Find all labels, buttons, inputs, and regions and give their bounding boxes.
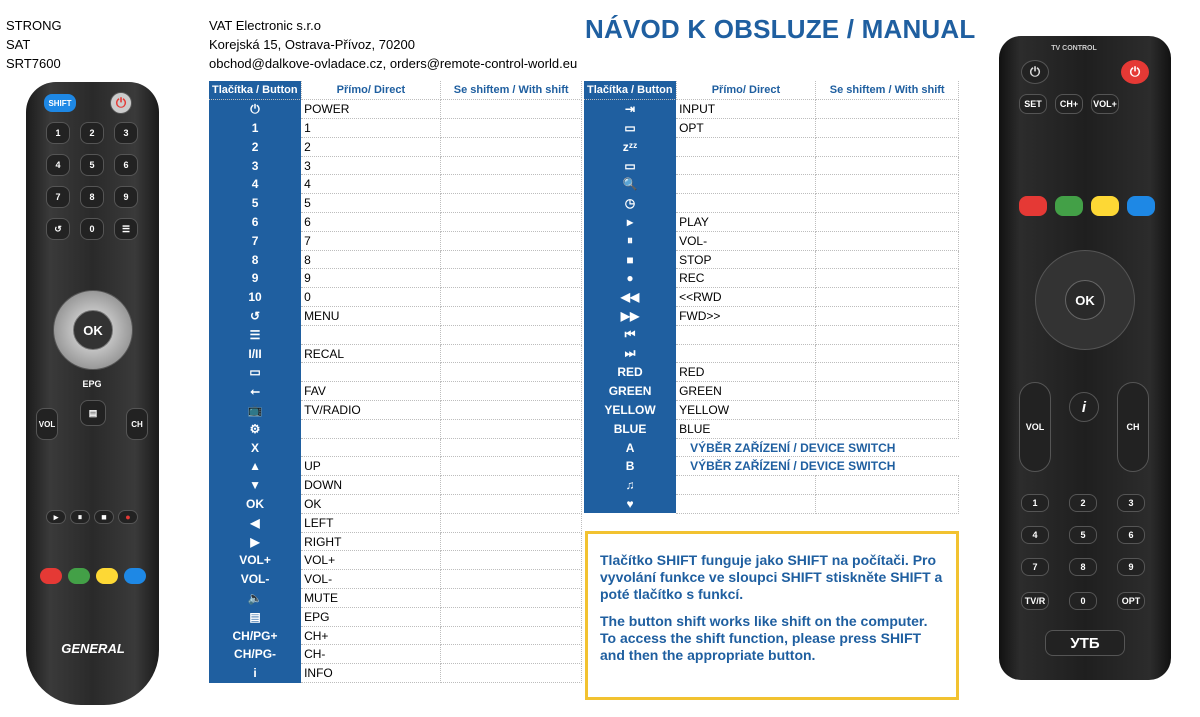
direct-cell: 4 (301, 175, 441, 194)
brand-logo: УТБ (1045, 630, 1125, 656)
direct-cell: CH+ (301, 626, 441, 645)
table-header-row (209, 81, 582, 100)
shift-cell (441, 645, 582, 664)
shift-cell (441, 288, 582, 307)
direct-cell: OK (301, 495, 441, 514)
shift-cell (816, 156, 959, 175)
shift-cell (441, 532, 582, 551)
direct-cell: STOP (676, 250, 816, 269)
shift-cell (816, 137, 959, 156)
tv-power-icon: ⏻ (1021, 60, 1049, 84)
table-row (209, 325, 582, 344)
shift-cell (441, 325, 582, 344)
table-row (584, 325, 959, 344)
table-row (209, 607, 582, 626)
ch-rocker: CH (126, 408, 148, 440)
company-name: VAT Electronic s.r.o (209, 18, 321, 33)
direct-cell: 1 (301, 119, 441, 138)
button-cell: CH/PG- (209, 645, 301, 664)
table-row (584, 137, 959, 156)
button-cell: 2 (209, 137, 301, 156)
direct-cell: INFO (301, 664, 441, 683)
direct-cell (676, 194, 816, 213)
button-cell: 3 (209, 156, 301, 175)
table-row (209, 495, 582, 514)
shift-note (585, 531, 959, 700)
shift-cell (441, 589, 582, 608)
table-row (584, 269, 959, 288)
direct-cell (676, 325, 816, 344)
shift-cell (441, 495, 582, 514)
table-row (209, 532, 582, 551)
col-direct: Přímo/ Direct (676, 81, 816, 100)
table-row (209, 119, 582, 138)
opt-button: OPT (1117, 592, 1145, 610)
table-row (209, 363, 582, 382)
button-cell: GREEN (584, 382, 676, 401)
table-row (209, 457, 582, 476)
brand-line: SAT (6, 37, 31, 52)
direct-cell: POWER (301, 100, 441, 119)
key-8: 8 (1069, 558, 1097, 576)
stop-icon: ■ (94, 510, 114, 524)
direct-cell: GREEN (676, 382, 816, 401)
key-3: 3 (114, 122, 138, 144)
tvr-button: TV/R (1021, 592, 1049, 610)
button-cell: BLUE (584, 419, 676, 438)
table-row (209, 231, 582, 250)
shift-cell (441, 551, 582, 570)
table-row (209, 137, 582, 156)
nav-ring (53, 290, 133, 370)
button-cell: ⏭ (584, 344, 676, 363)
brand-info (6, 16, 62, 73)
button-cell: ▲ (209, 457, 301, 476)
button-cell: ⏻ (209, 100, 301, 119)
table-row (209, 269, 582, 288)
shift-cell (441, 607, 582, 626)
shift-cell (441, 307, 582, 326)
table-row (584, 457, 959, 476)
key-4: 4 (46, 154, 70, 176)
table-row (584, 344, 959, 363)
table-row (584, 363, 959, 382)
table-row (209, 194, 582, 213)
direct-cell: 5 (301, 194, 441, 213)
table-row (209, 645, 582, 664)
direct-cell: LEFT (301, 513, 441, 532)
button-cell: ⇥ (584, 100, 676, 119)
shift-cell (441, 213, 582, 232)
key-1: 1 (46, 122, 70, 144)
button-cell: ◀◀ (584, 288, 676, 307)
ok-button: OK (73, 310, 113, 350)
direct-cell: VOL+ (301, 551, 441, 570)
shift-cell (816, 175, 959, 194)
vol-rocker: VOL (1019, 382, 1051, 472)
table-row (209, 175, 582, 194)
company-address: Korejská 15, Ostrava-Přívoz, 70200 (209, 37, 415, 52)
shift-cell (441, 250, 582, 269)
button-cell: 8 (209, 250, 301, 269)
direct-cell (676, 495, 816, 514)
play-icon: ▸ (46, 510, 66, 524)
info-icon: i (1069, 392, 1099, 422)
table-header-row (584, 81, 959, 100)
button-cell: i (209, 664, 301, 683)
table-row (584, 100, 959, 119)
key-2: 2 (1069, 494, 1097, 512)
table-row (209, 344, 582, 363)
shift-cell (441, 382, 582, 401)
direct-cell: REC (676, 269, 816, 288)
epg-icon: ▤ (80, 400, 106, 426)
shift-cell (441, 626, 582, 645)
table-row (209, 156, 582, 175)
button-cell: ⏸ (584, 231, 676, 250)
red-button (40, 568, 62, 584)
direct-cell: 0 (301, 288, 441, 307)
direct-cell: MENU (301, 307, 441, 326)
direct-cell: RED (676, 363, 816, 382)
button-cell: A (584, 438, 676, 457)
key-8: 8 (80, 186, 104, 208)
col-button: Tlačítka / Button (584, 81, 676, 100)
shift-cell (816, 288, 959, 307)
table-row (584, 419, 959, 438)
button-cell: X (209, 438, 301, 457)
direct-cell (301, 325, 441, 344)
yellow-button (96, 568, 118, 584)
direct-cell: 3 (301, 156, 441, 175)
table-row (209, 589, 582, 608)
direct-cell: 7 (301, 231, 441, 250)
button-cell: 9 (209, 269, 301, 288)
shift-cell (816, 495, 959, 514)
remote-left-image (26, 82, 159, 705)
shift-cell (441, 363, 582, 382)
button-cell: ⏮ (584, 325, 676, 344)
direct-cell (676, 476, 816, 495)
table-row (584, 438, 959, 457)
key-4: 4 (1021, 526, 1049, 544)
table-row (584, 175, 959, 194)
button-cell: ▸ (584, 213, 676, 232)
direct-cell (676, 344, 816, 363)
red-button (1019, 196, 1047, 216)
button-cell: ▭ (209, 363, 301, 382)
direct-cell: VOL- (676, 231, 816, 250)
pause-icon: ⏸ (70, 510, 90, 524)
shift-cell (816, 401, 959, 420)
blue-button (1127, 196, 1155, 216)
key-0: 0 (1069, 592, 1097, 610)
shift-cell (816, 100, 959, 119)
button-cell: 7 (209, 231, 301, 250)
button-cell: 📺 (209, 401, 301, 420)
shift-cell (441, 194, 582, 213)
direct-cell: 2 (301, 137, 441, 156)
col-direct: Přímo/ Direct (301, 81, 441, 100)
power-icon: ⏻ (110, 92, 132, 114)
button-cell: ■ (584, 250, 676, 269)
table-row (209, 250, 582, 269)
shift-cell (441, 100, 582, 119)
shift-cell (441, 231, 582, 250)
shift-cell (441, 570, 582, 589)
button-cell: ◀ (209, 513, 301, 532)
button-cell: ◷ (584, 194, 676, 213)
ch-rocker: CH (1117, 382, 1149, 472)
brand-line: STRONG (6, 18, 62, 33)
button-cell: OK (209, 495, 301, 514)
button-cell: ▤ (209, 607, 301, 626)
shift-cell (441, 344, 582, 363)
shift-button: SHIFT (44, 94, 76, 112)
menu-icon: ☰ (114, 218, 138, 240)
button-cell: VOL+ (209, 551, 301, 570)
table-row (584, 307, 959, 326)
button-cell: 🔍 (584, 175, 676, 194)
button-cell: 1 (209, 119, 301, 138)
shift-cell (441, 175, 582, 194)
note-cz: Tlačítko SHIFT funguje jako SHIFT na počítači. Pro vyvolání funkce ve sloupci SHIFT stiskněte SHIFT a poté tlačítko s funkcí. (600, 552, 943, 602)
key-9: 9 (114, 186, 138, 208)
brand-line: SRT7600 (6, 56, 61, 71)
table-row (209, 401, 582, 420)
note-en: The button shift works like shift on the computer. To access the shift function, please press SHIFT and then the appropriate button. (600, 613, 928, 663)
shift-cell (441, 419, 582, 438)
shift-cell (441, 438, 582, 457)
button-cell: ▶ (209, 532, 301, 551)
shift-cell (441, 401, 582, 420)
direct-cell: 6 (301, 213, 441, 232)
direct-cell: RECAL (301, 344, 441, 363)
key-3: 3 (1117, 494, 1145, 512)
remote-right-image (999, 36, 1171, 680)
blue-button (124, 568, 146, 584)
direct-cell: BLUE (676, 419, 816, 438)
button-cell: 🔈 (209, 589, 301, 608)
vol-rocker: VOL (36, 408, 58, 440)
key-5: 5 (1069, 526, 1097, 544)
shift-cell (816, 382, 959, 401)
shift-cell (816, 307, 959, 326)
tv-control-label: TV CONTROL (1051, 44, 1097, 52)
table-row (584, 231, 959, 250)
device-switch-cell: VÝBĚR ZAŘÍZENÍ / DEVICE SWITCH (676, 457, 958, 476)
direct-cell (301, 363, 441, 382)
direct-cell: VOL- (301, 570, 441, 589)
shift-cell (441, 457, 582, 476)
col-button: Tlačítka / Button (209, 81, 301, 100)
key-2: 2 (80, 122, 104, 144)
shift-cell (441, 513, 582, 532)
button-cell: ▭ (584, 119, 676, 138)
button-cell: YELLOW (584, 401, 676, 420)
button-cell: 10 (209, 288, 301, 307)
company-email: obchod@dalkove-ovladace.cz, orders@remote-control-world.eu (209, 56, 578, 71)
table-row (584, 476, 959, 495)
button-cell: B (584, 457, 676, 476)
key-7: 7 (1021, 558, 1049, 576)
direct-cell: FAV (301, 382, 441, 401)
shift-cell (441, 476, 582, 495)
key-6: 6 (1117, 526, 1145, 544)
button-cell: ● (584, 269, 676, 288)
shift-cell (441, 156, 582, 175)
shift-cell (441, 119, 582, 138)
rec-icon: ● (118, 510, 138, 524)
device-switch-cell: VÝBĚR ZAŘÍZENÍ / DEVICE SWITCH (676, 438, 958, 457)
shift-cell (816, 476, 959, 495)
button-table-right (584, 81, 959, 514)
table-row (584, 382, 959, 401)
shift-cell (816, 213, 959, 232)
col-shift: Se shiftem / With shift (441, 81, 582, 100)
button-cell: zᶻᶻ (584, 137, 676, 156)
table-row (209, 570, 582, 589)
direct-cell (676, 137, 816, 156)
company-info (209, 16, 577, 73)
table-row (209, 476, 582, 495)
direct-cell: INPUT (676, 100, 816, 119)
table-row (209, 551, 582, 570)
button-cell: RED (584, 363, 676, 382)
table-row (209, 288, 582, 307)
button-cell: ▼ (209, 476, 301, 495)
ok-button: OK (1065, 280, 1105, 320)
green-button (68, 568, 90, 584)
key-5: 5 (80, 154, 104, 176)
direct-cell: TV/RADIO (301, 401, 441, 420)
shift-cell (816, 325, 959, 344)
nav-ring (1035, 250, 1135, 350)
key-0: 0 (80, 218, 104, 240)
button-cell: 6 (209, 213, 301, 232)
brand-logo: GENERAL (61, 640, 125, 656)
direct-cell (676, 156, 816, 175)
page-title: NÁVOD K OBSLUZE / MANUAL (585, 14, 976, 44)
button-cell: ▶▶ (584, 307, 676, 326)
direct-cell: OPT (676, 119, 816, 138)
col-shift: Se shiftem / With shift (816, 81, 959, 100)
shift-cell (816, 231, 959, 250)
green-button (1055, 196, 1083, 216)
key-6: 6 (114, 154, 138, 176)
direct-cell: FWD>> (676, 307, 816, 326)
table-row (584, 156, 959, 175)
shift-cell (816, 269, 959, 288)
table-row (209, 382, 582, 401)
shift-cell (816, 419, 959, 438)
table-row (584, 194, 959, 213)
button-cell: I/II (209, 344, 301, 363)
power-icon: ⏻ (1121, 60, 1149, 84)
button-cell: CH/PG+ (209, 626, 301, 645)
direct-cell: 8 (301, 250, 441, 269)
button-cell: ☰ (209, 325, 301, 344)
button-cell: ♫ (584, 476, 676, 495)
back-icon: ↺ (46, 218, 70, 240)
table-row (584, 250, 959, 269)
table-row (209, 664, 582, 683)
shift-cell (816, 119, 959, 138)
key-1: 1 (1021, 494, 1049, 512)
table-row (584, 119, 959, 138)
direct-cell: RIGHT (301, 532, 441, 551)
shift-cell (441, 137, 582, 156)
shift-cell (816, 363, 959, 382)
direct-cell: YELLOW (676, 401, 816, 420)
key-9: 9 (1117, 558, 1145, 576)
direct-cell (676, 175, 816, 194)
key-7: 7 (46, 186, 70, 208)
button-cell: ↺ (209, 307, 301, 326)
ch-plus-button: CH+ (1055, 94, 1083, 114)
direct-cell: UP (301, 457, 441, 476)
button-table-left (209, 81, 582, 683)
table-row (209, 307, 582, 326)
epg-label: EPG (82, 379, 102, 389)
button-cell: 4 (209, 175, 301, 194)
shift-cell (816, 194, 959, 213)
direct-cell (301, 438, 441, 457)
direct-cell: PLAY (676, 213, 816, 232)
table-row (209, 626, 582, 645)
table-row (209, 438, 582, 457)
set-button: SET (1019, 94, 1047, 114)
direct-cell: DOWN (301, 476, 441, 495)
direct-cell: 9 (301, 269, 441, 288)
table-row (584, 288, 959, 307)
direct-cell (301, 419, 441, 438)
table-row (584, 401, 959, 420)
table-row (584, 213, 959, 232)
shift-cell (816, 250, 959, 269)
button-cell: ⭠ (209, 382, 301, 401)
button-cell: ⚙ (209, 419, 301, 438)
yellow-button (1091, 196, 1119, 216)
direct-cell: EPG (301, 607, 441, 626)
shift-cell (441, 269, 582, 288)
table-row (209, 419, 582, 438)
button-cell: 5 (209, 194, 301, 213)
table-row (209, 213, 582, 232)
direct-cell: <<RWD (676, 288, 816, 307)
table-row (209, 100, 582, 119)
shift-cell (441, 664, 582, 683)
direct-cell: CH- (301, 645, 441, 664)
button-cell: ▭ (584, 156, 676, 175)
button-cell: VOL- (209, 570, 301, 589)
table-row (209, 513, 582, 532)
button-cell: ♥ (584, 495, 676, 514)
vol-plus-button: VOL+ (1091, 94, 1119, 114)
table-row (584, 495, 959, 514)
direct-cell: MUTE (301, 589, 441, 608)
shift-cell (816, 344, 959, 363)
